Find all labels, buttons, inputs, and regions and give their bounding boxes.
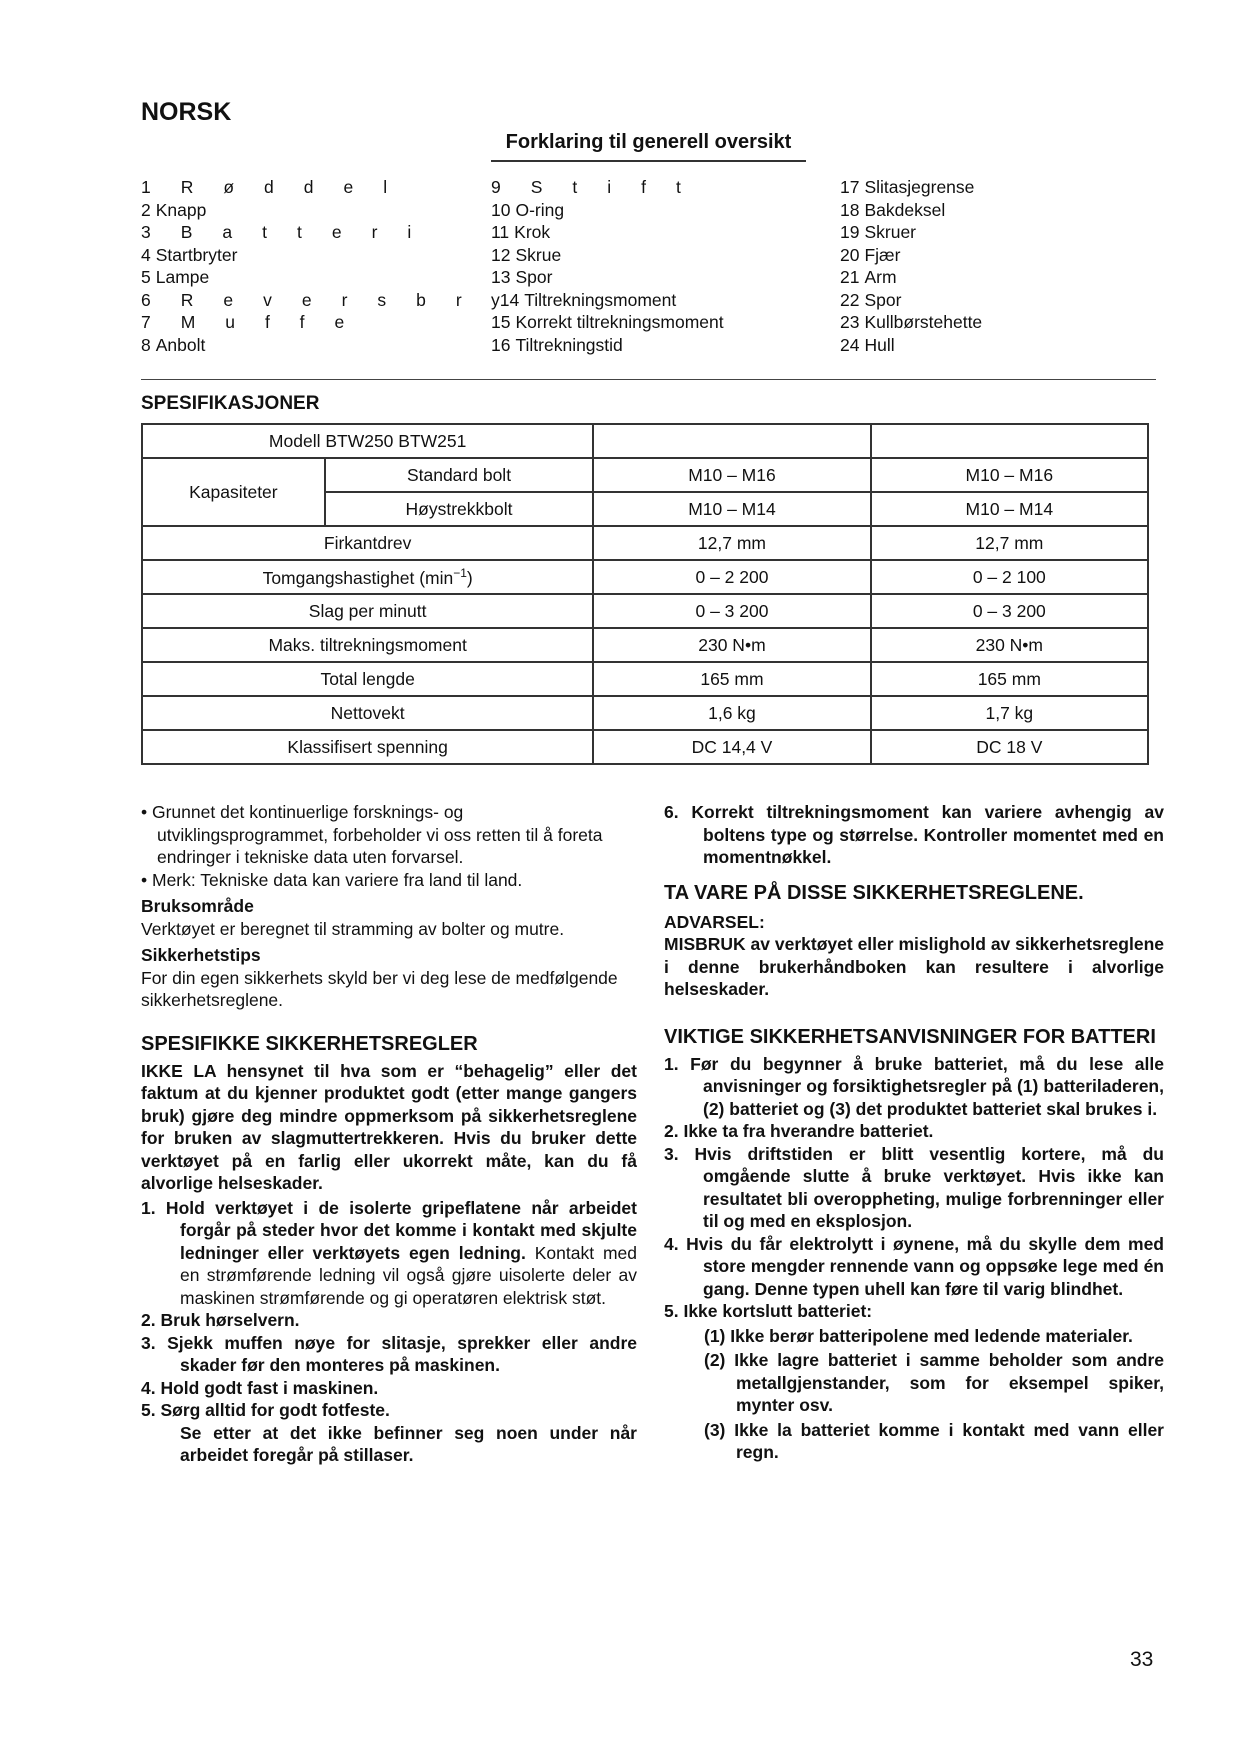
legend-label: Reversbr xyxy=(180,289,492,310)
spec-value-btw250: 165 mm xyxy=(593,662,870,696)
legend-item xyxy=(141,221,492,244)
legend-number: 4 xyxy=(141,244,151,265)
divider xyxy=(141,379,1156,380)
list-item: 4. Hold godt fast i maskinen. xyxy=(141,1377,379,1398)
battery-title: VIKTIGE SIKKERHETSANVISNINGER FOR BATTERI xyxy=(664,1025,1156,1048)
legend-label: O-ring xyxy=(515,199,565,220)
legend-item xyxy=(840,289,982,312)
legend-number: y14 xyxy=(491,289,520,310)
legend-item xyxy=(141,176,492,199)
specific-title: SPESIFIKKE SIKKERHETSREGLER xyxy=(141,1032,478,1055)
list-item-continued: Se etter at det ikke befinner seg noen under når arbeidet foregår på stillaser. xyxy=(180,1422,637,1465)
spec-value-btw250: M10 – M14 xyxy=(593,492,870,526)
use-title: Bruksområde xyxy=(141,896,254,916)
legend-item xyxy=(491,244,724,267)
spec-label-text: Høystrekkbolt xyxy=(405,498,513,519)
legend-column-1 xyxy=(141,176,492,356)
spec-label xyxy=(142,662,593,696)
legend-label: Muffe xyxy=(180,312,375,332)
spec-label xyxy=(142,560,593,594)
spec-label xyxy=(325,458,594,492)
spec-label-text: Klassifisert spenning xyxy=(287,736,448,757)
legend-label: Hull xyxy=(864,334,895,355)
legend-item xyxy=(141,266,492,289)
spec-label xyxy=(325,492,594,526)
legend-item xyxy=(491,289,724,312)
legend-number: 18 xyxy=(840,199,860,220)
legend-number: 15 xyxy=(491,312,511,332)
legend-number: 3 xyxy=(141,222,181,242)
legend-label: Spor xyxy=(515,267,553,287)
legend-number: 19 xyxy=(840,222,860,242)
specs-table xyxy=(141,423,1149,765)
legend-number: 22 xyxy=(840,289,860,310)
legend-label: Knapp xyxy=(155,199,207,220)
legend-item xyxy=(840,176,982,199)
spec-value-btw250: 230 N•m xyxy=(593,628,870,662)
legend-label: Krok xyxy=(514,222,551,242)
legend-number: 21 xyxy=(840,267,860,287)
legend-label: Skrue xyxy=(515,244,562,265)
right-column xyxy=(664,801,1164,1464)
spec-label xyxy=(142,730,593,764)
list-item: 5. Ikke kortslutt batteriet: xyxy=(664,1301,873,1321)
spec-value-btw251: DC 18 V xyxy=(871,730,1148,764)
spec-value-btw251: 0 – 2 100 xyxy=(871,560,1148,594)
bullet: • Merk: Tekniske data kan variere fra land til land. xyxy=(141,869,523,890)
list-item: 1. Hold verktøyet i de isolerte gripeflatene når arbeidet forgår på steder hvor det komme i kontakt med skjulte ledninger eller verktøyets egen ledning. Kontakt med en strømførende ledning vil også gjøre uisolerte deler av maskinen strømførende og gi operatøren elektrisk støt. xyxy=(141,1197,637,1308)
specs-title: SPESIFIKASJONER xyxy=(141,393,320,414)
sub-list-item: (1) Ikke berør batteripolene med ledende materialer. xyxy=(704,1325,1133,1346)
table-row xyxy=(142,662,1148,696)
legend-item xyxy=(491,221,724,244)
sub-list-item: (2) Ikke lagre batteriet i samme beholder som andre metallgjenstander, som for eksempel spiker, mynter osv. xyxy=(704,1350,1164,1415)
bullet: • Grunnet det kontinuerlige forsknings- og utviklingsprogrammet, forbeholder vi oss retten til å foreta endringer i tekniske data uten forvarsel. xyxy=(141,802,603,867)
legend-label: Korrekt tiltrekningsmoment xyxy=(515,312,724,332)
spec-value-btw250: M10 – M16 xyxy=(593,458,870,492)
table-row xyxy=(142,594,1148,628)
warning-text: MISBRUK av verktøyet eller mislighold av sikkerhetsreglene i denne brukerhåndboken kan resultere i alvorlige helseskader. xyxy=(664,934,1164,999)
paren: ) xyxy=(466,567,473,588)
legend-number: 8 xyxy=(141,334,151,355)
spec-label-text: Slag per minutt xyxy=(308,600,427,621)
left-column xyxy=(141,801,637,1467)
spec-value-btw250: 1,6 kg xyxy=(593,696,870,730)
legend-number: 5 xyxy=(141,267,151,287)
spec-value-btw250: 12,7 mm xyxy=(593,526,870,560)
spec-label xyxy=(142,526,593,560)
legend-item xyxy=(491,266,724,289)
spec-label-text: Tomgangshastighet (min xyxy=(262,567,454,588)
legend-item xyxy=(141,199,492,222)
legend-item xyxy=(141,289,492,312)
spec-value-btw251: M10 – M14 xyxy=(871,492,1148,526)
list-item: 1. Før du begynner å bruke batteriet, må du lese alle anvisninger og forsiktighetsregler på (1) batteriladeren, (2) batteriet og (3) det produktet batteriet skal brukes i. xyxy=(664,1053,1164,1119)
battery-list xyxy=(664,1053,1164,1323)
spec-value-btw250: DC 14,4 V xyxy=(593,730,870,764)
sub-list-item: (3) Ikke la batteriet komme i kontakt med vann eller regn. xyxy=(704,1419,1164,1462)
spec-label-text: Standard bolt xyxy=(406,464,512,485)
legend-number: 7 xyxy=(141,312,181,332)
spec-label-text: Firkantdrev xyxy=(323,532,412,553)
safety-text: For din egen sikkerhets skyld ber vi deg lese de medfølgende sikkerhetsreglene. xyxy=(141,967,618,1010)
legend-item xyxy=(141,311,492,334)
model-label: Modell BTW250 BTW251 xyxy=(142,424,593,458)
legend-number: 20 xyxy=(840,244,860,265)
spec-label-text: Total lengde xyxy=(320,668,415,689)
legend-label: Tiltrekningstid xyxy=(515,334,623,355)
spec-label xyxy=(142,696,593,730)
list-item: 6. Korrekt tiltrekningsmoment kan variere avhengig av boltens type og størrelse. Kontroller momentet med en momentnøkkel. xyxy=(664,802,1164,867)
legend-item xyxy=(491,199,724,222)
table-row xyxy=(142,526,1148,560)
legend-label: Stift xyxy=(530,177,711,197)
legend-item xyxy=(840,221,982,244)
legend-label: Slitasjegrense xyxy=(864,177,975,197)
legend-number: 10 xyxy=(491,199,511,220)
spec-label-text: Nettovekt xyxy=(330,702,405,723)
legend-label: Røddel xyxy=(180,177,418,197)
legend-item xyxy=(840,244,982,267)
spec-value-btw251: 1,7 kg xyxy=(871,696,1148,730)
legend-item xyxy=(840,266,982,289)
legend-column-3 xyxy=(840,176,982,356)
table-row xyxy=(142,458,1148,492)
table-row xyxy=(142,560,1148,594)
superscript: −1 xyxy=(453,565,467,580)
safety-title: Sikkerhetstips xyxy=(141,945,261,965)
page-number: 33 xyxy=(1130,1648,1154,1671)
table-row xyxy=(142,628,1148,662)
legend-number: 23 xyxy=(840,312,860,332)
legend-number: 17 xyxy=(840,177,860,197)
legend-label: Bakdeksel xyxy=(864,199,946,220)
table-row xyxy=(142,696,1148,730)
spec-value-btw251: 12,7 mm xyxy=(871,526,1148,560)
spec-value-btw251: M10 – M16 xyxy=(871,458,1148,492)
spec-label xyxy=(142,594,593,628)
legend-number: 13 xyxy=(491,267,511,287)
table-row xyxy=(142,730,1148,764)
capacity-label: Kapasiteter xyxy=(142,458,325,526)
specific-intro: IKKE LA hensynet til hva som er “behagelig” eller det faktum at du kjenner produktet godt (etter mange gangers bruk) gjøre deg mindre oppmerksom på sikkerhetsreglene for bruken av slagmuttertrekkeren. Hvis du bruker dette verktøyet på en farlig eller ukorrekt måte, kan du få alvorlige helseskader. xyxy=(141,1060,637,1193)
legend-item xyxy=(840,199,982,222)
legend-column-2 xyxy=(491,176,724,356)
legend-label: Startbryter xyxy=(155,244,238,265)
spec-label xyxy=(142,628,593,662)
legend-number: 6 xyxy=(141,289,181,310)
legend-item xyxy=(840,311,982,334)
legend-number: 2 xyxy=(141,199,151,220)
spec-value-btw251: 230 N•m xyxy=(871,628,1148,662)
legend-number: 11 xyxy=(491,222,510,242)
warning-label: ADVARSEL: xyxy=(664,911,765,932)
language-heading: NORSK xyxy=(141,98,232,126)
legend-number: 16 xyxy=(491,334,511,355)
legend-label: Spor xyxy=(864,289,902,310)
spec-value-btw251: 0 – 3 200 xyxy=(871,594,1148,628)
legend-label: Kullbørstehette xyxy=(864,312,983,332)
spec-value-btw250: 0 – 2 200 xyxy=(593,560,870,594)
legend-item xyxy=(141,244,492,267)
legend-label: Arm xyxy=(864,267,897,287)
legend-item xyxy=(840,334,982,357)
legend-label: Skruer xyxy=(864,222,917,242)
legend-title: Forklaring til generell oversikt xyxy=(491,131,806,162)
legend-label: Tiltrekningsmoment xyxy=(524,289,677,310)
list-item: 3. Sjekk muffen nøye for slitasje, sprekker eller andre skader før den monteres på maskinen. xyxy=(141,1332,637,1375)
keep-title: TA VARE PÅ DISSE SIKKERHETSREGLENE. xyxy=(664,881,1084,904)
spec-value-btw250: 0 – 3 200 xyxy=(593,594,870,628)
legend-number: 1 xyxy=(141,177,181,197)
legend-number: 12 xyxy=(491,244,511,265)
legend-label: Batteri xyxy=(180,222,442,242)
spec-label-text: Maks. tiltrekningsmoment xyxy=(268,634,467,655)
legend-label: Lampe xyxy=(155,267,210,287)
list-item: 5. Sørg alltid for godt fotfeste. xyxy=(141,1400,390,1420)
battery-sub-list xyxy=(664,1325,1164,1464)
spec-value-btw251: 165 mm xyxy=(871,662,1148,696)
legend-item xyxy=(491,334,724,357)
legend-number: 24 xyxy=(840,334,860,355)
list-item: 2. Ikke ta fra hverandre batteriet. xyxy=(664,1121,934,1141)
legend-label: Anbolt xyxy=(155,334,206,355)
table-row xyxy=(142,424,1148,458)
list-item: 2. Bruk hørselvern. xyxy=(141,1310,300,1330)
use-text: Verktøyet er beregnet til stramming av bolter og mutre. xyxy=(141,918,565,939)
legend-number: 9 xyxy=(491,177,531,197)
legend-label: Fjær xyxy=(864,244,901,265)
list-item: 4. Hvis du får elektrolytt i øynene, må du skylle dem med store mengder rennende vann og oppsøke lege med én gang. Denne typen uhell kan føre til varig blindhet. xyxy=(664,1233,1164,1299)
legend-item xyxy=(491,311,724,334)
legend-item xyxy=(491,176,724,199)
legend-item xyxy=(141,334,492,357)
list-item: 3. Hvis driftstiden er blitt vesentlig kortere, må du omgående slutte å bruke verktøyet. Hvis ikke kan resultatet bli overoppheting, mulige forbrenninger eller til og med en eksplosjon. xyxy=(664,1143,1164,1231)
